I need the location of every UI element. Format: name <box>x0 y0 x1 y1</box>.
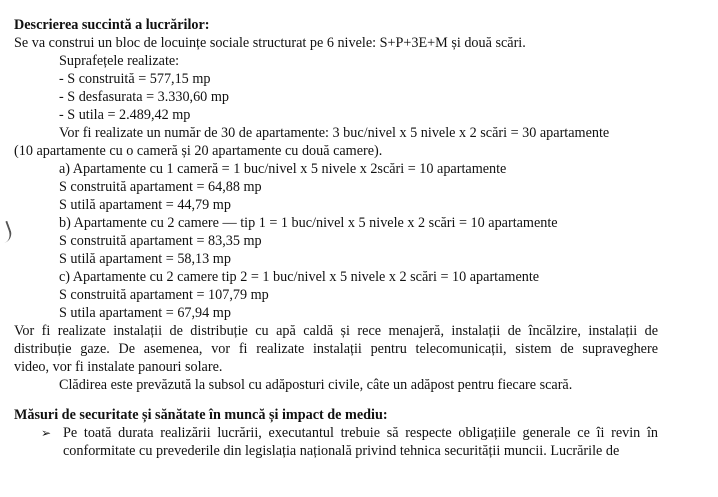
intro-paragraph: Se va construi un bloc de locuințe sociale structurat pe 6 nivele: S+P+3E+M și două scări. <box>14 35 526 51</box>
apartment-built-area: S construită apartament = 83,35 mp <box>59 233 262 249</box>
surface-item: - S desfasurata = 3.330,60 mp <box>59 89 229 105</box>
arrow-bullet-icon: ➢ <box>41 426 52 440</box>
scan-edge-mark <box>0 221 14 244</box>
apartment-useful-area: S utilă apartament = 44,79 mp <box>59 197 231 213</box>
apartment-built-area: S construită apartament = 64,88 mp <box>59 179 262 195</box>
apartment-type-title: a) Apartamente cu 1 cameră = 1 buc/nivel x 5 nivele x 2scări = 10 apartamente <box>59 161 507 177</box>
surfaces-title: Suprafețele realizate: <box>59 53 180 69</box>
apartment-useful-area: S utila apartament = 67,94 mp <box>59 305 231 321</box>
safety-bullet-text-cont: conformitate cu prevederile din legislația națională privind tehnica securității muncii. Lucrările de <box>63 443 620 459</box>
surface-item: - S construită = 577,15 mp <box>59 71 211 87</box>
installations-paragraph-end: video, vor fi instalate panouri solare. <box>14 359 223 375</box>
safety-bullet-text: Pe toată durata realizării lucrării, executantul trebuie să respecte obligațiile generale ce îi revin în <box>63 425 658 441</box>
apartment-useful-area: S utilă apartament = 58,13 mp <box>59 251 231 267</box>
apartment-type-title: c) Apartamente cu 2 camere tip 2 = 1 buc/nivel x 5 nivele x 2 scări = 10 apartamente <box>59 269 540 285</box>
installations-paragraph: Vor fi realizate instalații de distribuție cu apă caldă și rece menajeră, instalații de încălzire, instalații de <box>14 323 658 339</box>
section-heading-description: Descrierea succintă a lucrărilor: <box>14 17 210 33</box>
apartments-summary: Vor fi realizate un număr de 30 de apartamente: 3 buc/nivel x 5 nivele x 2 scări = 30 apartamente <box>59 125 610 141</box>
apartment-built-area: S construită apartament = 107,79 mp <box>59 287 269 303</box>
shelter-paragraph: Clădirea este prevăzută la subsol cu adăposturi civile, câte un adăpost pentru fiecare scară. <box>59 377 573 393</box>
surface-item: - S utila = 2.489,42 mp <box>59 107 191 123</box>
apartment-type-title: b) Apartamente cu 2 camere — tip 1 = 1 buc/nivel x 5 nivele x 2 scări = 10 apartamente <box>59 215 558 231</box>
section-heading-safety: Măsuri de securitate și sănătate în muncă și impact de mediu: <box>14 407 388 423</box>
installations-paragraph-cont: distribuție gaze. De asemenea, vor fi realizate instalații pentru telecomunicații, sistem de supraveghere <box>14 341 658 357</box>
apartments-summary-cont: (10 apartamente cu o cameră și 20 apartamente cu două camere). <box>14 143 383 159</box>
